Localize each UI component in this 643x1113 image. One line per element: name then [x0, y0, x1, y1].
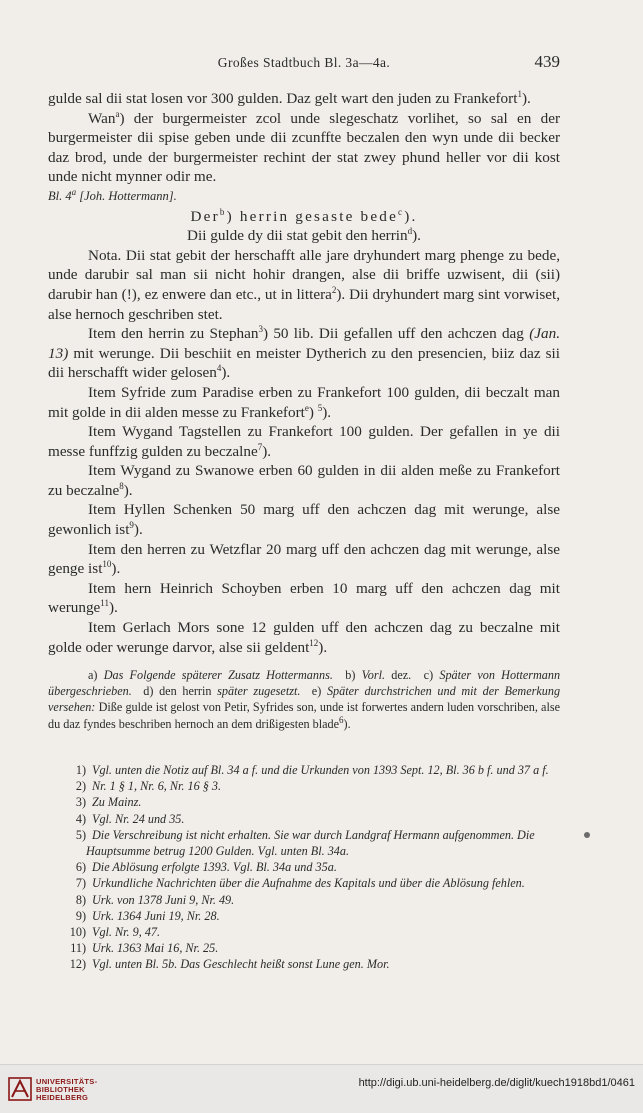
footnote: 9) Urk. 1364 Juni 19, Nr. 28. — [75, 908, 220, 923]
footnotes — [48, 762, 560, 973]
footnote: 8) Urk. von 1378 Juni 9, Nr. 49. — [75, 892, 235, 907]
permalink-url[interactable]: http://digi.ub.uni-heidelberg.de/diglit/kuech1918bd1/0461 — [358, 1077, 635, 1089]
paragraph: Nota. Dii stat gebit der herschafft alle jare dryhundert marg phenge zu bede, unde darubir sal man sii nicht hohir drangen, alse dii briffe uzwisent, dii (sii) darubir han (!), ez enwere dan etc., ut in littera$^2$). Dii dryhundert marg sint vorwiset, alse hernoch geschriben stet. — [48, 246, 560, 323]
main-text — [48, 89, 560, 657]
paragraph: Item Gerlach Mors sone 12 gulden uff den achczen dag zu beczalne mit golde oder werunge darvor, alse sii geldent$^{12}$). — [48, 619, 560, 656]
footnote: 4) Vgl. Nr. 24 und 35. — [75, 811, 185, 826]
textual-notes — [48, 667, 560, 732]
running-title: Großes Stadtbuch Bl. 3a—4a. — [217, 55, 391, 70]
paragraph: Item den herrin zu Stephan$^3$) 50 lib. Dii gefallen uff den achczen dag (Jan. 13) mit werunge. Dii beschiit en meister Dytherich zu den presencien, biiz daz sii dii herschafft wider gelosen$^4$). — [48, 324, 560, 382]
ink-spot — [584, 832, 590, 838]
section-reference: Bl. 4$^a$ [Joh. Hottermann]. — [48, 186, 177, 203]
paragraph: Item Syfride zum Paradise erben zu Frankefort 100 gulden, dii beczalt man mit golde in dii alden messe zu Frankefort$^e$) $^5$). — [48, 383, 560, 421]
section-title: Der$^b$) herrin gesaste bede$^c$). — [190, 206, 418, 225]
paragraph: gulde sal dii stat losen vor 300 gulden. Daz gelt wart den juden zu Frankefort$^1$). — [48, 88, 531, 107]
paragraph: Item den herren zu Wetzflar 20 marg uff den achczen dag mit werunge, alse genge ist$^{10}$). — [48, 540, 560, 578]
footnote: 10) Vgl. Nr. 9, 47. — [69, 925, 161, 940]
paragraph: Item Wygand zu Swanowe erben 60 gulden in dii alden meße zu Frankefort zu beczalne$^8$). — [48, 462, 560, 499]
ub-heidelberg-logo-icon[interactable] — [8, 1075, 32, 1103]
paragraph: Wan$^a$) der burgermeister zcol unde slegeschatz vorlihet, so sal en der burgermeister dii spise geben unde dii zcunffte beczalen den wyn unde dii becker daz brod, unde der burgermeister rechint der stat zwey phund heller vor dii kost unde nicht mynner odir me. — [48, 108, 560, 186]
footnote: 7) Urkundliche Nachrichten über die Aufnahme des Kapitals und über die Ablösung fehlen. — [75, 876, 525, 891]
footnote: 1) Vgl. unten die Notiz auf Bl. 34 a f. und die Urkunden von 1393 Sept. 12, Bl. 36 b f. und 37 a f. — [75, 763, 549, 777]
digitization-footer — [0, 1064, 643, 1113]
footnote: 11) Urk. 1363 Mai 16, Nr. 25. — [70, 941, 219, 956]
paragraph: Item hern Heinrich Schoyben erben 10 marg uff den achczen dag mit werunge$^{11}$). — [48, 579, 560, 617]
subtitle: Dii gulde dy dii stat gebit den herrin$^d$). — [187, 226, 421, 245]
footnote: 3) Zu Mainz. — [75, 795, 142, 810]
running-header — [48, 52, 560, 74]
paragraph: Item Hyllen Schenken 50 marg uff den achczen dag mit werunge, alse gewonlich ist$^9$). — [48, 501, 560, 539]
footnote: 6) Die Ablösung erfolgte 1393. Vgl. Bl. 34a und 35a. — [75, 860, 337, 875]
paragraph: Item Wygand Tagstellen zu Frankefort 100 gulden. Der gefallen in ye dii messe funffzig gulden zu beczalne$^7$). — [48, 423, 560, 460]
footnote: 12) Vgl. unten Bl. 5b. Das Geschlecht heißt sonst Lune gen. Mor. — [69, 957, 390, 972]
footnote: 5) Die Verschreibung ist nicht erhalten. Sie war durch Landgraf Hermann aufgenommen. Die Hauptsumme betrug 1200 Gulden. Vgl. unten Bl. 34a. — [75, 827, 535, 859]
page-number: 439 — [534, 52, 560, 71]
footnote: 2) Nr. 1 § 1, Nr. 6, Nr. 16 § 3. — [75, 779, 222, 794]
note-block: a) Das Folgende späterer Zusatz Hottermanns. b) Vorl. dez. c) Später von Hottermann übergeschrieben. d) den herrin später zugesetzt. e) Später durchstrichen und mit der Bemerkung versehen: Diße gulde ist gelost von Petir, Syfrides son, unde ist forwertes andern luden vorschriben, alse du daz fyndes beschriben hernoch an dem drißigesten blade$^6$). — [48, 668, 561, 731]
library-name[interactable]: UNIVERSITÄTS- BIBLIOTHEK HEIDELBERG — [36, 1077, 98, 1103]
